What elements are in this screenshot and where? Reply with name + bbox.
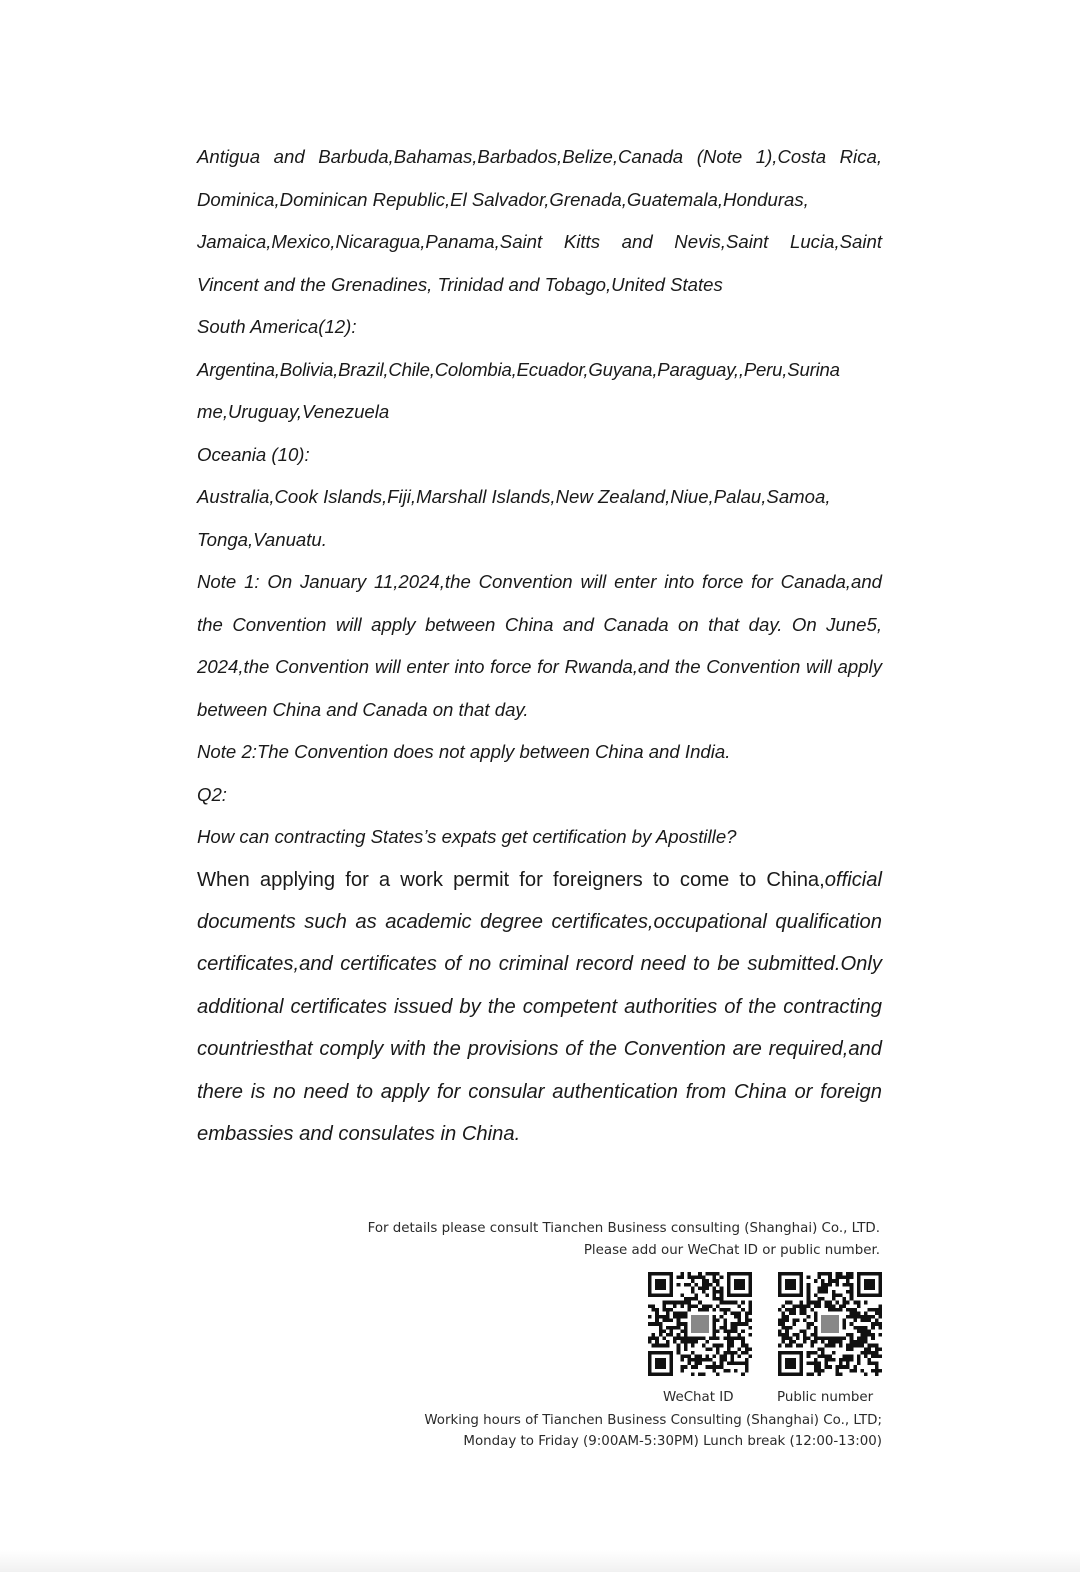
- question-label: Q2:: [197, 783, 227, 805]
- qr-code-icon: [778, 1272, 882, 1376]
- text-line: Dominica,Dominican Republic,El Salvador,Grenada,Guatemala,Honduras,: [197, 188, 809, 210]
- section-heading: Oceania (10):: [197, 443, 310, 465]
- text-line: Australia,Cook Islands,Fiji,Marshall Islands,New Zealand,Niue,Palau,Samoa,: [197, 486, 831, 507]
- note-2-paragraph: Note 2:The Convention does not apply between China and India.: [197, 741, 731, 762]
- note-1-paragraph: Note 1: On January 11,2024,the Convention will enter into force for Canada,and the Convention will apply between China and Canada on that day. On June5, 2024,the Convention will enter into force for Rwanda,and the Convention will apply between China and Canada on that day.: [197, 571, 882, 720]
- document-body: [197, 136, 882, 1155]
- question-text: How can contracting States’s expats get certification by Apostille?: [197, 826, 737, 847]
- text-line: Tonga,Vanuatu.: [197, 528, 327, 550]
- text-line: Antigua and Barbuda,Bahamas,Barbados,Belize,Canada (Note 1),Costa Rica,: [197, 146, 882, 167]
- working-hours: [282, 1410, 882, 1452]
- wechat-prompt: Please add our WeChat ID or public number.: [583, 1243, 880, 1258]
- section-heading: South America(12):: [197, 316, 357, 337]
- qr-code-row: [648, 1272, 882, 1378]
- qr-code-icon: [648, 1272, 752, 1376]
- answer-rest: official documents such as academic degree certificates,occupational qualification certificates,and certificates of no criminal record need to be submitted.Only additional certificates issued by the competent authorities of the contracting countriesthat comply with the provisions of the Convention are required,and there is no need to apply for consular authentication from China or foreign embassies and consulates in China.: [197, 868, 882, 1145]
- hours-line: Monday to Friday (9:00AM-5:30PM) Lunch break (12:00-13:00): [463, 1434, 882, 1449]
- qr-public-label: Public number: [777, 1390, 874, 1405]
- hours-line: Working hours of Tianchen Business Consulting (Shanghai) Co., LTD;: [424, 1413, 882, 1428]
- text-line: Jamaica,Mexico,Nicaragua,Panama,Saint Kitts and Nevis,Saint Lucia,Saint: [197, 231, 882, 252]
- text-line: Vincent and the Grenadines, Trinidad and Tobago,United States: [197, 273, 723, 295]
- contact-footer: [320, 1218, 880, 1262]
- page-edge-shadow: [0, 1550, 1080, 1572]
- answer-paragraph: [197, 859, 882, 1156]
- qr-wechat-label: WeChat ID: [663, 1390, 734, 1405]
- consult-line: For details please consult Tianchen Business consulting (Shanghai) Co., LTD.: [367, 1221, 880, 1236]
- text-line: Argentina,Bolivia,Brazil,Chile,Colombia,Ecuador,Guyana,Paraguay,,Peru,Surina: [197, 358, 840, 380]
- answer-lead: When applying for a work permit for foreigners to come to China,: [197, 868, 825, 891]
- text-line: me,Uruguay,Venezuela: [197, 401, 390, 422]
